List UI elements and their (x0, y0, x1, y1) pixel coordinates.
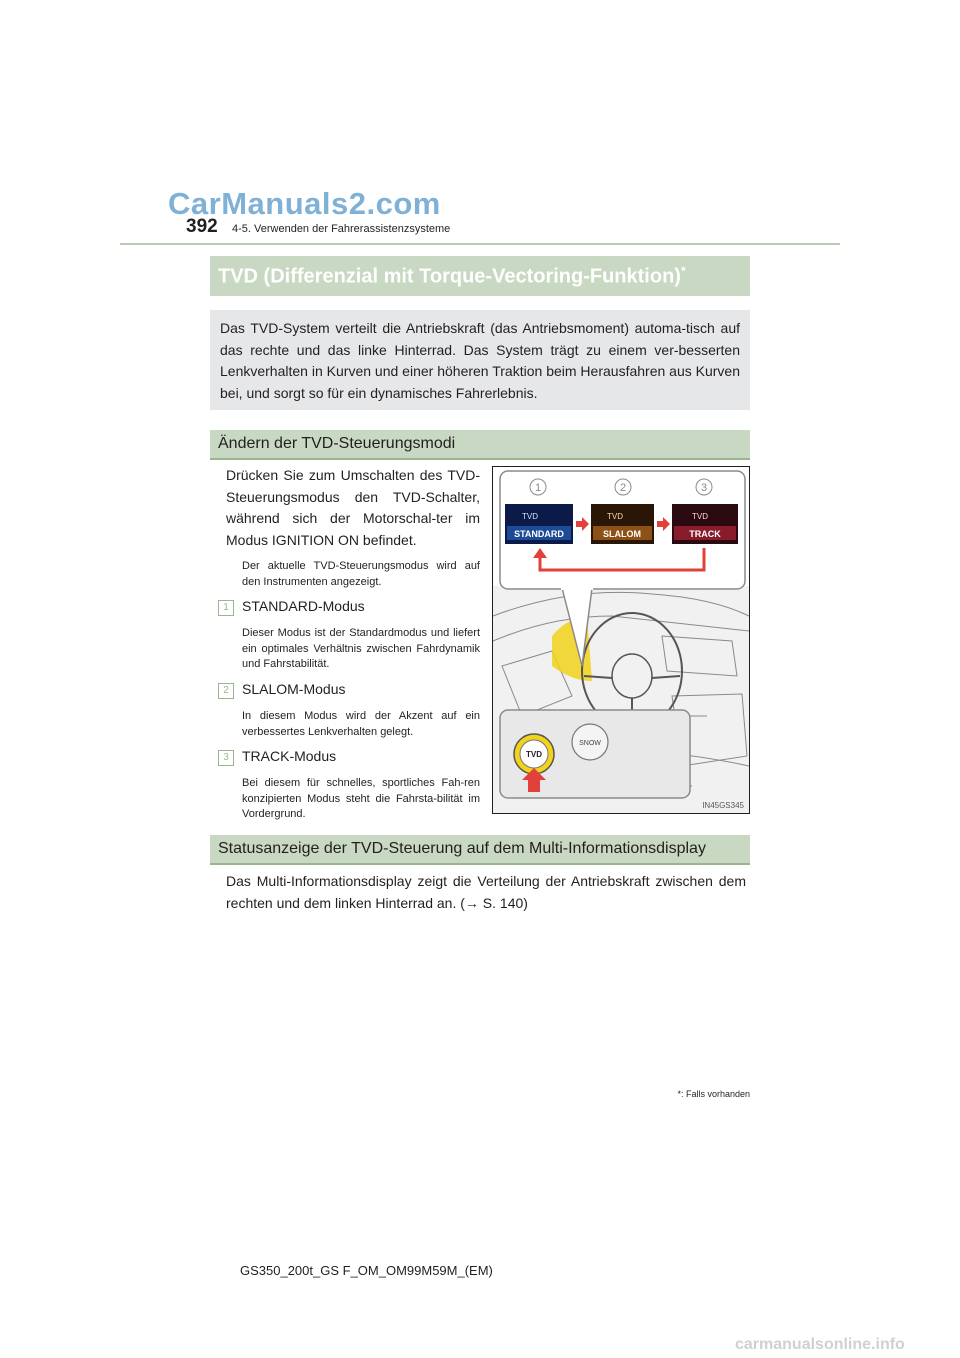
callout-number: 1 (534, 482, 542, 494)
instruction-note: Der aktuelle TVD-Steuerungsmodus wird auf den Instrumenten angezeigt. (242, 560, 480, 588)
callout-number: 2 (619, 482, 627, 494)
display-standard-top: TVD (522, 512, 538, 521)
mode-number-2: 2 (218, 683, 234, 699)
page-number: 392 (186, 216, 218, 237)
display-slalom-top: TVD (607, 512, 623, 521)
mode-desc-slalom: In diesem Modus wird der Akzent auf ein verbessertes Lenkverhalten gelegt. (242, 710, 480, 738)
display-track-top: TVD (692, 512, 708, 521)
mode-desc-track: Bei diesem für schnelles, sportliches Fah-ren konzipierten Modus steht die Fahrsta-bilität im Vordergrund. (242, 777, 480, 820)
section-heading-status: Statusanzeige der TVD-Steuerung auf dem Multi-Informationsdisplay (210, 835, 750, 865)
status-text: Das Multi-Informationsdisplay zeigt die Verteilung der Antriebskraft zwischen dem rechten und dem linken Hinterrad an. (→ S. 140) (226, 873, 746, 911)
watermark-logo: CarManuals2.com (168, 186, 441, 221)
footnote-text: : Falls vorhanden (680, 1089, 750, 1099)
footnote-marker: * (677, 1089, 681, 1099)
header-rule (120, 243, 840, 245)
watermark-bottom: carmanualsonline.info (735, 1336, 905, 1353)
mode-label-standard: STANDARD-Modus (242, 598, 365, 614)
title-bar (210, 256, 750, 296)
footnote (600, 1089, 750, 1099)
callout-number: 3 (700, 482, 708, 494)
mode-number-3: 3 (218, 750, 234, 766)
intro-box (210, 310, 750, 410)
display-slalom-label: SLALOM (603, 529, 641, 539)
display-track-label: TRACK (689, 529, 721, 539)
section-heading-modes: Ändern der TVD-Steuerungsmodi (210, 430, 750, 460)
mode-label-track: TRACK-Modus (242, 748, 337, 764)
mode-label-slalom: SLALOM-Modus (242, 681, 346, 697)
display-standard-label: STANDARD (514, 529, 564, 539)
tvd-button-label: TVD (526, 750, 542, 759)
snow-button-label: SNOW (579, 740, 601, 747)
title-marker: * (680, 264, 686, 278)
figure-code: IN45GS345 (702, 801, 744, 810)
running-head: 4-5. Verwenden der Fahrerassistenzsysteme (232, 223, 451, 235)
page-title: TVD (Differenzial mit Torque-Vectoring-Funktion)* (218, 264, 686, 288)
instruction-text: Drücken Sie zum Umschalten des TVD-Steuerungsmodus den TVD-Schalter, während sich der Motorschal-ter im Modus IGNITION ON befindet. (226, 467, 480, 548)
mode-number-1: 1 (218, 600, 234, 616)
intro-text: Das TVD-System verteilt die Antriebskraft (das Antriebsmoment) automa-tisch auf das rechte und das linke Hinterrad. Das System trägt zu einem ver-besserten Lenkverhalten in Kurven und einer höheren Traktion beim Herausfahren aus Kurven bei, und sorgt so für ein dynamisches Fahrerlebnis. (220, 320, 740, 401)
mode-desc-standard: Dieser Modus ist der Standardmodus und liefert ein optimales Verhältnis zwischen Fahrdynamik und Fahrstabilität. (242, 627, 480, 670)
tvd-illustration (492, 466, 750, 814)
footer-model-code: GS350_200t_GS F_OM_OM99M59M_(EM) (240, 1263, 493, 1278)
